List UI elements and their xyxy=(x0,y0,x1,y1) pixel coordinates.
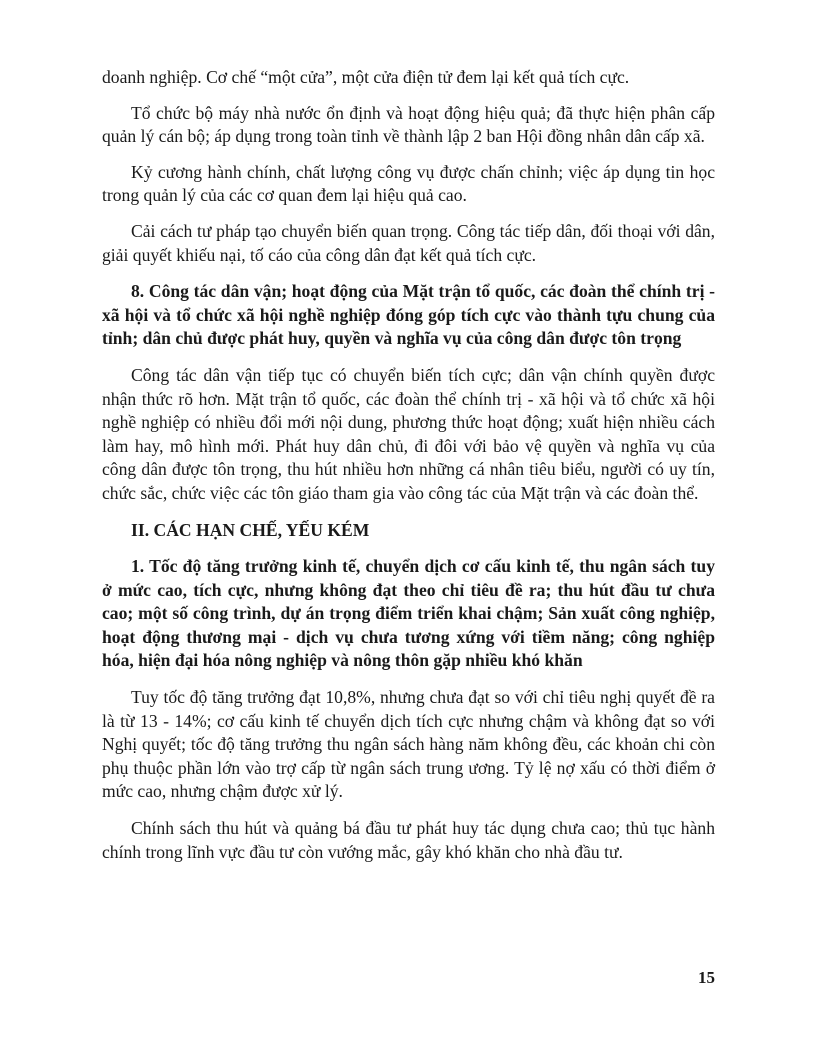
section-heading-ii: II. CÁC HẠN CHẾ, YẾU KÉM xyxy=(131,519,370,540)
paragraph-continuation: doanh nghiệp. Cơ chế “một cửa”, một cửa điện tử đem lại kết quả tích cực. xyxy=(102,67,630,87)
page-number: 15 xyxy=(698,968,715,987)
paragraph: Kỷ cương hành chính, chất lượng công vụ được chấn chỉnh; việc áp dụng tin học trong quản lý của các cơ quan đem lại hiệu quả cao. xyxy=(102,161,715,206)
paragraph: Chính sách thu hút và quảng bá đầu tư phát huy tác dụng chưa cao; thủ tục hành chính trong lĩnh vực đầu tư còn vướng mắc, gây khó khăn cho nhà đầu tư. xyxy=(102,818,715,862)
document-page xyxy=(102,66,715,864)
paragraph: Tuy tốc độ tăng trưởng đạt 10,8%, nhưng chưa đạt so với chỉ tiêu nghị quyết đề ra là từ 13 - 14%; cơ cấu kinh tế chuyển dịch tích cực nhưng chậm và không đạt so với Nghị quyết; tốc độ tăng trưởng thu ngân sách hàng năm không đều, các khoản chi còn phụ thuộc phần lớn vào trợ cấp từ ngân sách trung ương. Tỷ lệ nợ xấu có thời điểm ở mức cao, nhưng chậm được xử lý. xyxy=(102,687,715,802)
section-heading-8: 8. Công tác dân vận; hoạt động của Mặt trận tổ quốc, các đoàn thể chính trị - xã hội và tổ chức xã hội nghề nghiệp đóng góp tích cực vào thành tựu chung của tỉnh; dân chủ được phát huy, quyền và nghĩa vụ của công dân được tôn trọng xyxy=(102,281,715,349)
paragraph: Tổ chức bộ máy nhà nước ổn định và hoạt động hiệu quả; đã thực hiện phân cấp quản lý cán bộ; áp dụng trong toàn tỉnh về thành lập 2 ban Hội đồng nhân dân cấp xã. xyxy=(102,102,715,147)
paragraph: Cải cách tư pháp tạo chuyển biến quan trọng. Công tác tiếp dân, đối thoại với dân, giải quyết khiếu nại, tố cáo của công dân đạt kết quả tích cực. xyxy=(102,220,715,265)
section-heading-1: 1. Tốc độ tăng trưởng kinh tế, chuyển dịch cơ cấu kinh tế, thu ngân sách tuy ở mức cao, tích cực, nhưng không đạt theo chỉ tiêu đề ra; thu hút đầu tư chưa cao; một số công trình, dự án trọng điểm triển khai chậm; Sản xuất công nghiệp, hoạt động thương mại - dịch vụ chưa tương xứng với tiềm năng; công nghiệp hóa, hiện đại hóa nông nghiệp và nông thôn gặp nhiều khó khăn xyxy=(102,556,715,671)
paragraph: Công tác dân vận tiếp tục có chuyển biến tích cực; dân vận chính quyền được nhận thức rõ hơn. Mặt trận tổ quốc, các đoàn thể chính trị - xã hội và tổ chức xã hội nghề nghiệp có nhiều đổi mới nội dung, phương thức hoạt động; xuất hiện nhiều cách làm hay, mô hình mới. Phát huy dân chủ, đi đôi với bảo vệ quyền và nghĩa vụ của công dân được tôn trọng, thu hút nhiều hơn những cá nhân tiêu biểu, người có uy tín, chức sắc, chức việc các tôn giáo tham gia vào công tác của Mặt trận và các đoàn thể. xyxy=(102,364,715,503)
